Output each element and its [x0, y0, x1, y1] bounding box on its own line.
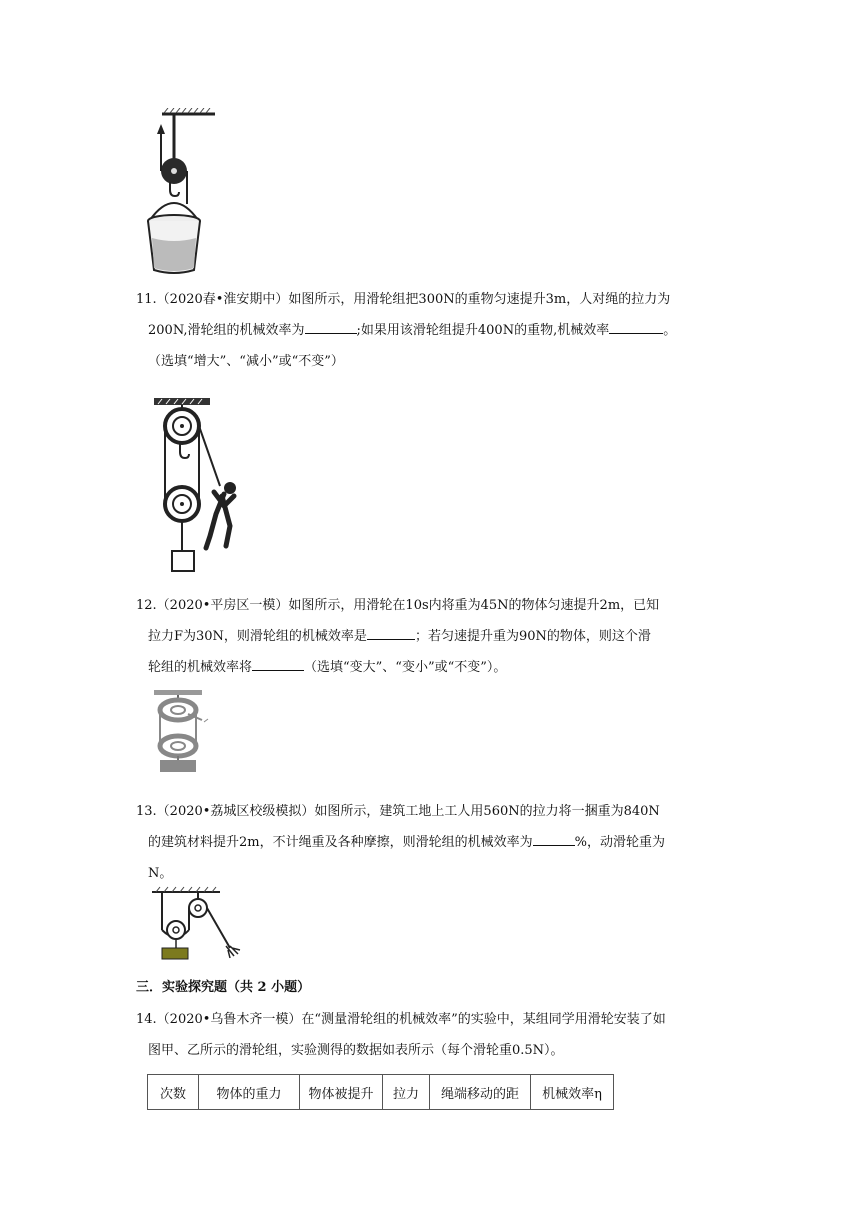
q11-line2-c: 。: [663, 323, 677, 338]
q14-line2: 图甲、乙所示的滑轮组，实验测得的数据如表所示（每个滑轮重0.5N）。: [148, 1043, 564, 1058]
question-11: [136, 284, 736, 377]
answer-blank[interactable]: [305, 319, 357, 334]
q11-line1: 11.（2020春•淮安期中）如图所示，用滑轮组把300N的重物匀速提升3m，人对绳的拉力为: [136, 292, 671, 307]
q12-line3-b: （选填“变大”、“变小”或“不变”）。: [304, 660, 507, 675]
q12-line1: 12.（2020•平房区一模）如图所示，用滑轮在10s内将重为45N的物体匀速提升2m，已知: [136, 598, 660, 613]
q12-line2: [136, 621, 736, 652]
q12-line3-a: 轮组的机械效率将: [148, 660, 253, 675]
answer-blank[interactable]: [367, 625, 415, 640]
table-header-cell: 绳端移动的距: [430, 1075, 531, 1110]
q11-line2-b: ;如果用该滑轮组提升400N的重物,机械效率: [356, 323, 610, 338]
construction-pulley-figure: [150, 886, 245, 962]
q12-line2-b: ；若匀速提升重为90N的物体，则这个滑: [414, 629, 651, 644]
pulley-block-person-figure: [150, 396, 250, 576]
table-header-cell: 机械效率η: [531, 1075, 614, 1110]
q13-line3: N。: [148, 866, 173, 881]
answer-blank[interactable]: [533, 831, 575, 846]
answer-blank[interactable]: [252, 656, 304, 671]
question-14: [136, 1004, 736, 1066]
table-header-cell: 拉力: [383, 1075, 430, 1110]
q12-line3: [136, 652, 736, 683]
experiment-data-table: [147, 1074, 614, 1110]
q11-line2-a: 200N,滑轮组的机械效率为: [148, 323, 305, 338]
question-12: [136, 590, 736, 683]
q11-line3: （选填“增大”、“减小”或“不变”）: [148, 354, 344, 369]
q13-line2-a: 的建筑材料提升2m，不计绳重及各种摩擦，则滑轮组的机械效率为: [148, 835, 533, 850]
table-header-row: [148, 1075, 614, 1110]
q12-line2-a: 拉力F为30N，则滑轮组的机械效率是: [148, 629, 367, 644]
answer-blank[interactable]: [609, 319, 663, 334]
bucket-pulley-figure: [140, 108, 220, 278]
q13-line2-b: %，动滑轮重为: [574, 835, 665, 850]
table-header-cell: 次数: [148, 1075, 199, 1110]
table-header-cell: 物体被提升: [300, 1075, 383, 1110]
pulley-set-figure: [150, 686, 220, 776]
q13-line2: [136, 827, 736, 858]
q11-line2: [136, 315, 736, 346]
q14-line1: 14.（2020•乌鲁木齐一模）在“测量滑轮组的机械效率”的实验中，某组同学用滑轮安装了如: [136, 1012, 666, 1027]
question-13: [136, 796, 736, 889]
table-header-cell: 物体的重力: [199, 1075, 300, 1110]
q13-line1: 13.（2020•荔城区校级模拟）如图所示，建筑工地上工人用560N的拉力将一捆重为840N: [136, 804, 660, 819]
section-heading: 三．实验探究题（共 2 小题）: [136, 980, 311, 995]
